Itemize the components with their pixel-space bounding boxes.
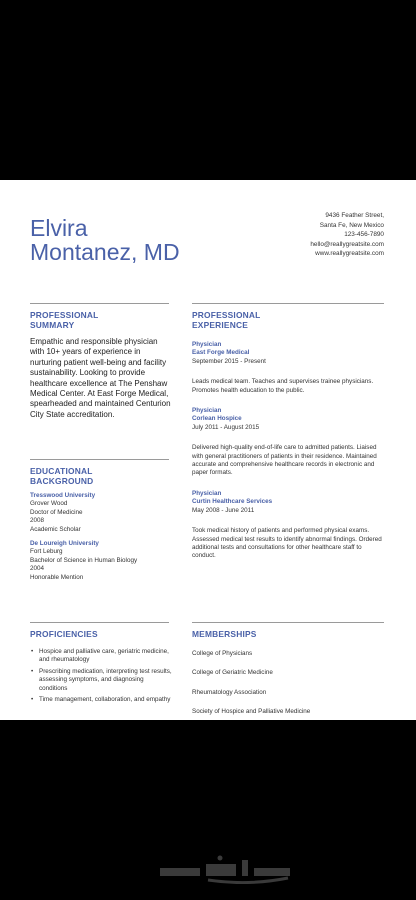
phone: 123-456-7890 xyxy=(344,231,384,239)
divider xyxy=(30,459,169,460)
divider xyxy=(192,303,384,304)
job-dates: May 2008 - June 2011 xyxy=(192,506,255,514)
education-entry: Tresswood University Grover Wood Doctor of Medicine 2008 Academic Scholar xyxy=(30,492,172,534)
list-item: College of Geriatric Medicine xyxy=(192,669,273,677)
address-line-1: 9436 Feather Street, xyxy=(325,212,384,219)
job-title: Physician xyxy=(192,489,222,497)
job-title: Physician xyxy=(192,341,222,348)
list-item: • Prescribing medication, interpreting test results, assessing symptoms, and diagnosing conditions xyxy=(39,668,172,693)
job-entry xyxy=(192,407,384,478)
job-title: Physician xyxy=(192,407,222,415)
school-name: De Loureigh University xyxy=(30,540,99,548)
name-line-1: Elvira xyxy=(30,215,88,241)
job-description: Took medical history of patients and performed physical exams. Assessed medical test results to identify abnormal findings. Ordered additional tests and consultations for other healthcare staff to conduct. xyxy=(192,527,382,560)
divider xyxy=(30,303,169,304)
job-company: East Forge Medical xyxy=(192,349,250,357)
list-item: Society of Hospice and Palliative Medicine xyxy=(192,708,311,716)
memberships-section xyxy=(192,629,384,720)
memberships-heading: MEMBERSHIPS xyxy=(192,629,257,639)
job-description: Delivered high-quality end-of-life care to admitted patients. Liaised with general practitioners of patients in their residence. Maintained accurate and comprehensive healthcare records in electronic and paper formats. xyxy=(192,444,377,477)
resume-page xyxy=(0,180,416,720)
address-line-2: Santa Fe, New Mexico xyxy=(319,221,384,229)
website: www.reallygreatsite.com xyxy=(315,250,384,258)
list-item: • Time management, collaboration, and empathy xyxy=(39,696,172,704)
education-heading: EDUCATIONAL BACKGROUND xyxy=(30,466,94,486)
job-dates: July 2011 - August 2015 xyxy=(192,423,260,431)
experience-heading: PROFESSIONAL EXPERIENCE xyxy=(192,310,261,330)
proficiencies-section xyxy=(30,629,172,707)
memberships-list xyxy=(192,650,384,717)
summary-section xyxy=(30,310,172,420)
job-description: Leads medical team. Teaches and supervises trainee physicians. Promotes health education to the public. xyxy=(192,378,374,394)
email: hello@reallygreatsite.com xyxy=(310,240,384,248)
list-item: Rheumatology Association xyxy=(192,688,267,696)
watermark-logo xyxy=(150,850,300,884)
experience-section xyxy=(192,310,384,573)
job-dates: September 2015 - Present xyxy=(192,357,266,365)
proficiencies-heading: PROFICIENCIES xyxy=(30,629,98,639)
divider xyxy=(192,622,384,623)
divider xyxy=(30,622,169,623)
summary-heading: PROFESSIONAL SUMMARY xyxy=(30,310,99,330)
school-name: Tresswood University xyxy=(30,492,96,499)
job-entry xyxy=(192,490,384,561)
education-entry: De Loureigh University Fort Leburg Bachelor of Science in Human Biology 2004 Honorable Mention xyxy=(30,540,172,582)
education-section xyxy=(30,466,172,582)
contact-info xyxy=(310,211,384,259)
list-item: College of Physicians xyxy=(192,650,253,657)
resume-name xyxy=(30,216,180,264)
list-item: • Hospice and palliative care, geriatric medicine, and rheumatology xyxy=(39,648,172,665)
summary-text: Empathic and responsible physician with 10+ years of experience in nurturing patient well-being and facility sustainability. Looking to provide healthcare excellence at The Penshaw Medical Center. At East Forge Medical, spearheaded and maintained Centurion City State accreditation. xyxy=(30,337,171,419)
job-company: Curtin Healthcare Services xyxy=(192,498,273,506)
proficiencies-list xyxy=(30,648,172,704)
job-company: Corlean Hospice xyxy=(192,415,242,423)
job-entry xyxy=(192,341,384,395)
name-line-2: Montanez, MD xyxy=(30,239,180,265)
